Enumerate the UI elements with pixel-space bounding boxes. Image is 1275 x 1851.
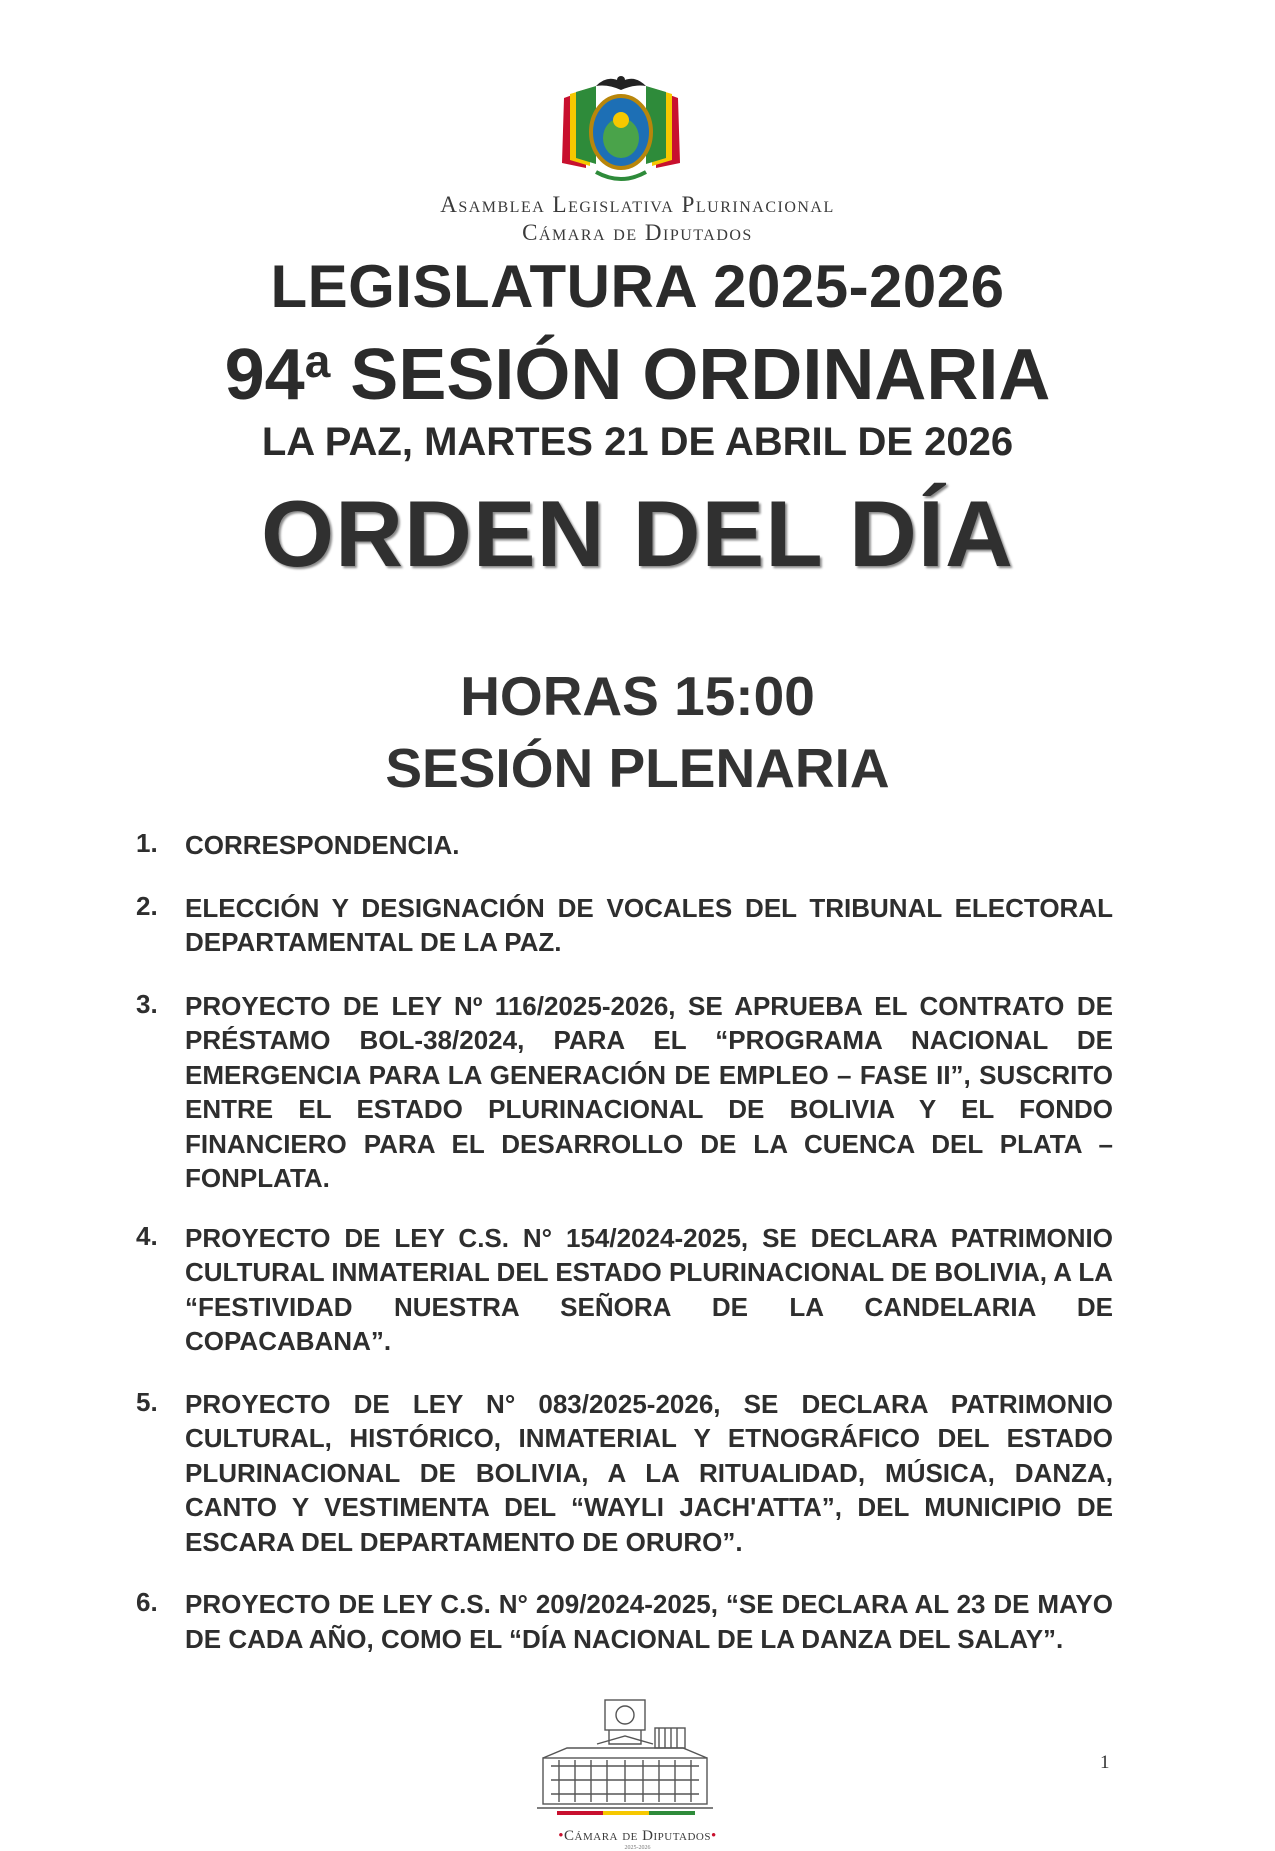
footer-chamber-name: •Cámara de Diputados• bbox=[558, 1828, 717, 1844]
agenda-item bbox=[136, 1221, 1113, 1359]
session-ordinal: a bbox=[304, 335, 331, 387]
agenda-item-number: 5. bbox=[136, 1386, 158, 1417]
agenda-item bbox=[136, 1387, 1113, 1560]
agenda-item-text: ELECCIÓN Y DESIGNACIÓN DE VOCALES DEL TRIBUNAL ELECTORAL DEPARTAMENTAL DE LA PAZ. bbox=[185, 892, 1113, 957]
agenda-item-text: PROYECTO DE LEY Nº 116/2025-2026, SE APRUEBA EL CONTRATO DE PRÉSTAMO BOL-38/2024, PARA EL “PROGRAMA NACIONAL DE EMERGENCIA PARA LA GENERACIÓN DE EMPLEO – FASE II”, SUSCRITO ENTRE EL ESTADO PLURINACIONAL DE BOLIVIA Y EL FONDO FINANCIERO PARA EL DESARROLLO DE LA CUENCA DEL PLATA – FONPLATA. bbox=[185, 990, 1113, 1193]
agenda-item bbox=[136, 828, 1113, 863]
footer-chamber-label: Cámara de Diputados bbox=[564, 1828, 711, 1844]
coat-of-arms-icon bbox=[556, 68, 686, 190]
page-number: 1 bbox=[1100, 1752, 1110, 1773]
session-hours: HORAS 15:00 bbox=[460, 665, 815, 727]
session-type: SESIÓN PLENARIA bbox=[385, 737, 890, 799]
orden-del-dia-title: ORDEN DEL DÍA bbox=[261, 481, 1014, 586]
agenda-item-number: 2. bbox=[136, 890, 158, 921]
agenda-item-number: 3. bbox=[136, 988, 158, 1019]
agenda-item-number: 4. bbox=[136, 1220, 158, 1251]
session-number: 94 bbox=[224, 335, 305, 415]
agenda-item-text: PROYECTO DE LEY N° 083/2025-2026, SE DECLARA PATRIMONIO CULTURAL, HISTÓRICO, INMATERIAL Y ETNOGRÁFICO DEL ESTADO PLURINACIONAL DE BOLIVIA, A LA RITUALIDAD, MÚSICA, DANZA, CANTO Y VESTIMENTA DEL “WAYLI JACH'ATTA”, DEL MUNICIPIO DE ESCARA DEL DEPARTAMENTO DE ORURO”. bbox=[185, 1388, 1113, 1557]
agenda-item-number: 6. bbox=[136, 1587, 158, 1617]
footer-years: 2025-2026 bbox=[624, 1845, 651, 1851]
session-label: SESIÓN ORDINARIA bbox=[330, 335, 1051, 415]
agenda-item-text: PROYECTO DE LEY C.S. N° 154/2024-2025, SE DECLARA PATRIMONIO CULTURAL INMATERIAL DEL ESTADO PLURINACIONAL DE BOLIVIA, A LA “FESTIVIDAD NUESTRA SEÑORA DE LA CANDELARIA DE COPACABANA”. bbox=[185, 1222, 1113, 1356]
agenda-item-number: 1. bbox=[136, 828, 158, 858]
agenda-list bbox=[136, 828, 1113, 1656]
agenda-item-text: PROYECTO DE LEY C.S. N° 209/2024-2025, “SE DECLARA AL 23 DE MAYO DE CADA AÑO, COMO EL “DÍA NACIONAL DE LA DANZA DEL SALAY”. bbox=[185, 1589, 1113, 1654]
agenda-item-text: CORRESPONDENCIA. bbox=[185, 830, 460, 860]
place-date: LA PAZ, MARTES 21 DE ABRIL DE 2026 bbox=[261, 420, 1014, 464]
agenda-item bbox=[136, 989, 1113, 1196]
chamber-name: Cámara de Diputados bbox=[522, 220, 753, 245]
legislatura-title: LEGISLATURA 2025-2026 bbox=[270, 253, 1005, 320]
session-title bbox=[0, 334, 1275, 416]
institution-name: Asamblea Legislativa Plurinacional bbox=[440, 192, 835, 217]
legislative-palace-icon bbox=[537, 1698, 713, 1826]
agenda-item bbox=[136, 1587, 1113, 1656]
agenda-item bbox=[136, 891, 1113, 960]
